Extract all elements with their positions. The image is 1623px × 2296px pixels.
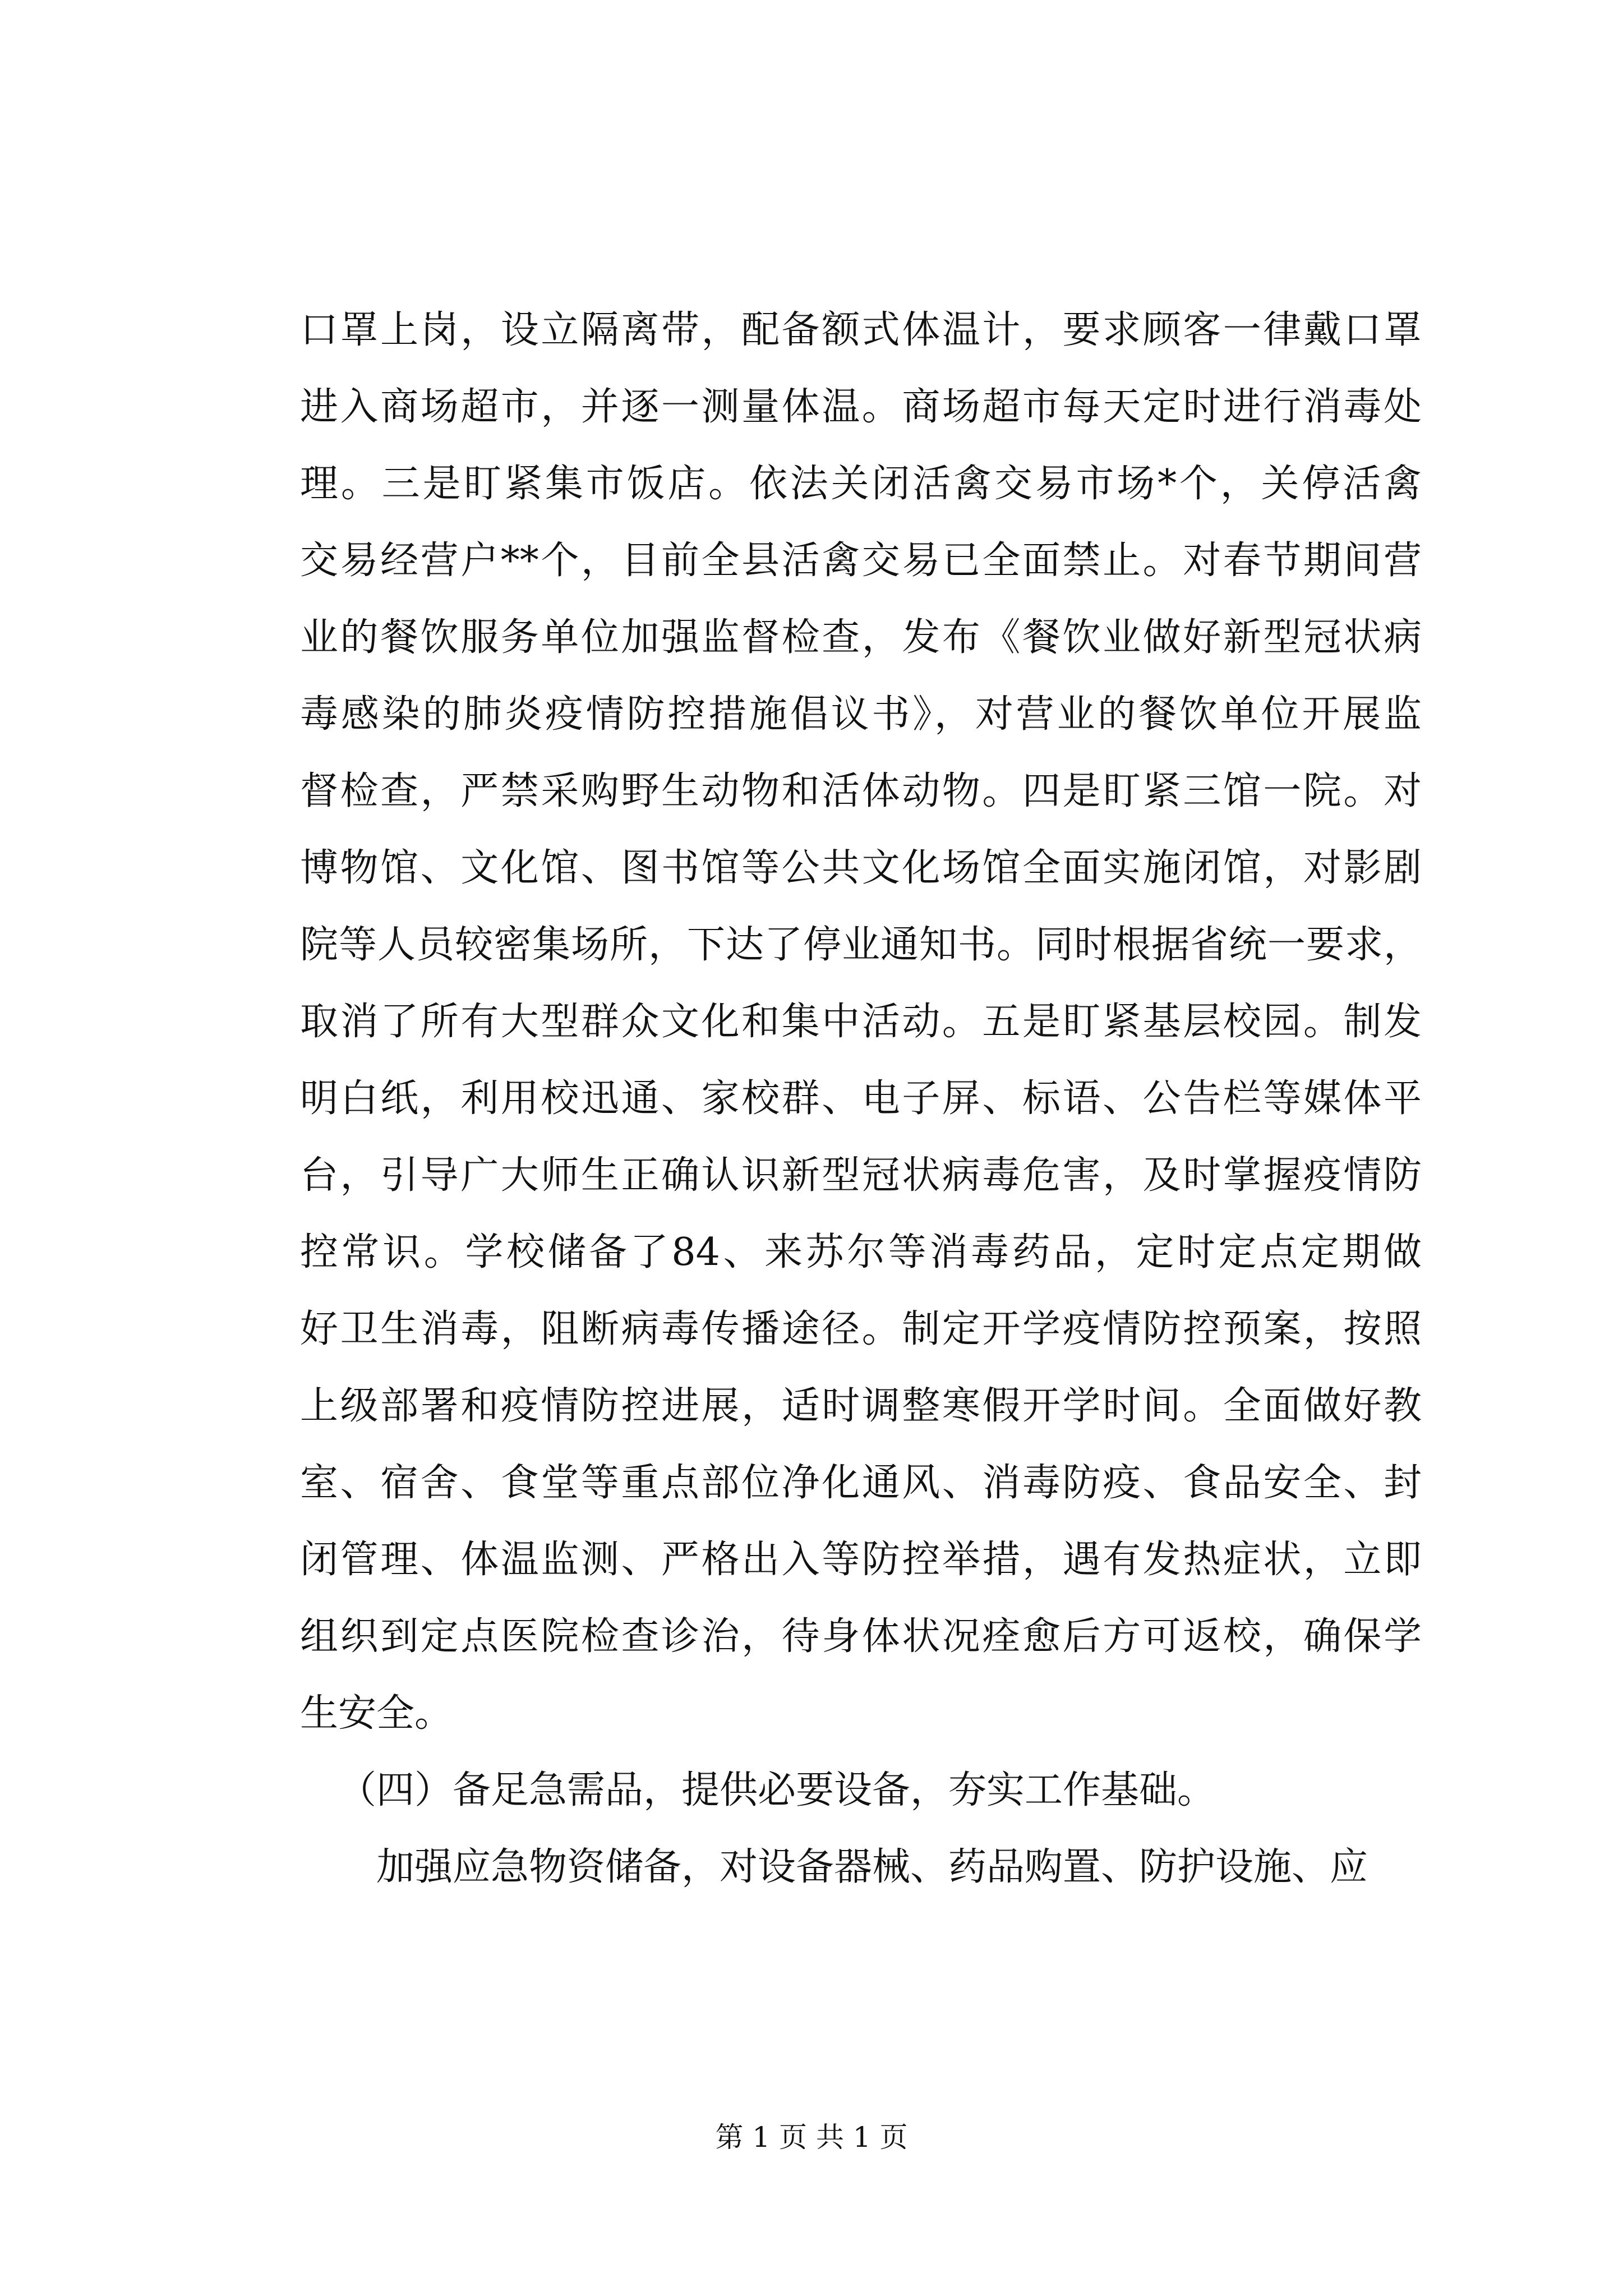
paragraph-line: 进入商场超市，并逐一测量体温。商场超市每天定时进行消毒处 (300, 385, 1422, 429)
paragraph-line: 上级部署和疫情防控进展，适时调整寒假开学时间。全面做好教 (300, 1384, 1422, 1428)
paragraph-line-end: 生安全。 (300, 1691, 453, 1736)
paragraph-line-start: 加强应急物资储备，对设备器械、药品购置、防护设施、应 (376, 1845, 1368, 1889)
paragraph-line: 院等人员较密集场所，下达了停业通知书。同时根据省统一要求， (300, 923, 1422, 967)
paragraph-line: 取消了所有大型群众文化和集中活动。五是盯紧基层校园。制发 (300, 1000, 1422, 1044)
paragraph-line: 组织到定点医院检查诊治，待身体状况痊愈后方可返校，确保学 (300, 1614, 1422, 1659)
paragraph-line: 口罩上岗，设立隔离带，配备额式体温计，要求顾客一律戴口罩 (300, 308, 1422, 352)
paragraph-line: 控常识。学校储备了84、来苏尔等消毒药品，定时定点定期做 (300, 1230, 1422, 1274)
paragraph-line: 业的餐饮服务单位加强监督检查，发布《餐饮业做好新型冠状病 (300, 615, 1422, 660)
paragraph-line: 明白纸，利用校迅通、家校群、电子屏、标语、公告栏等媒体平 (300, 1076, 1422, 1121)
paragraph-line: 督检查，严禁采购野生动物和活体动物。四是盯紧三馆一院。对 (300, 769, 1422, 813)
paragraph-line: 好卫生消毒，阻断病毒传播途径。制定开学疫情防控预案，按照 (300, 1307, 1422, 1351)
paragraph-line: 博物馆、文化馆、图书馆等公共文化场馆全面实施闭馆，对影剧 (300, 846, 1422, 890)
page-footer: 第 1 页 共 1 页 (715, 2121, 908, 2154)
paragraph-line: 交易经营户**个，目前全县活禽交易已全面禁止。对春节期间营 (300, 539, 1422, 583)
paragraph-line: 理。三是盯紧集市饭店。依法关闭活禽交易市场*个，关停活禽 (300, 462, 1422, 506)
paragraph-line: 台，引导广大师生正确认识新型冠状病毒危害，及时掌握疫情防 (300, 1153, 1422, 1198)
section-heading: （四）备足急需品，提供必要设备，夯实工作基础。 (338, 1768, 1216, 1812)
paragraph-line: 毒感染的肺炎疫情防控措施倡议书》，对营业的餐饮单位开展监 (300, 692, 1422, 737)
paragraph-line: 室、宿舍、食堂等重点部位净化通风、消毒防疫、食品安全、封 (300, 1461, 1422, 1505)
document-body (300, 292, 1422, 1906)
paragraph-line: 闭管理、体温监测、严格出入等防控举措，遇有发热症状，立即 (300, 1538, 1422, 1582)
